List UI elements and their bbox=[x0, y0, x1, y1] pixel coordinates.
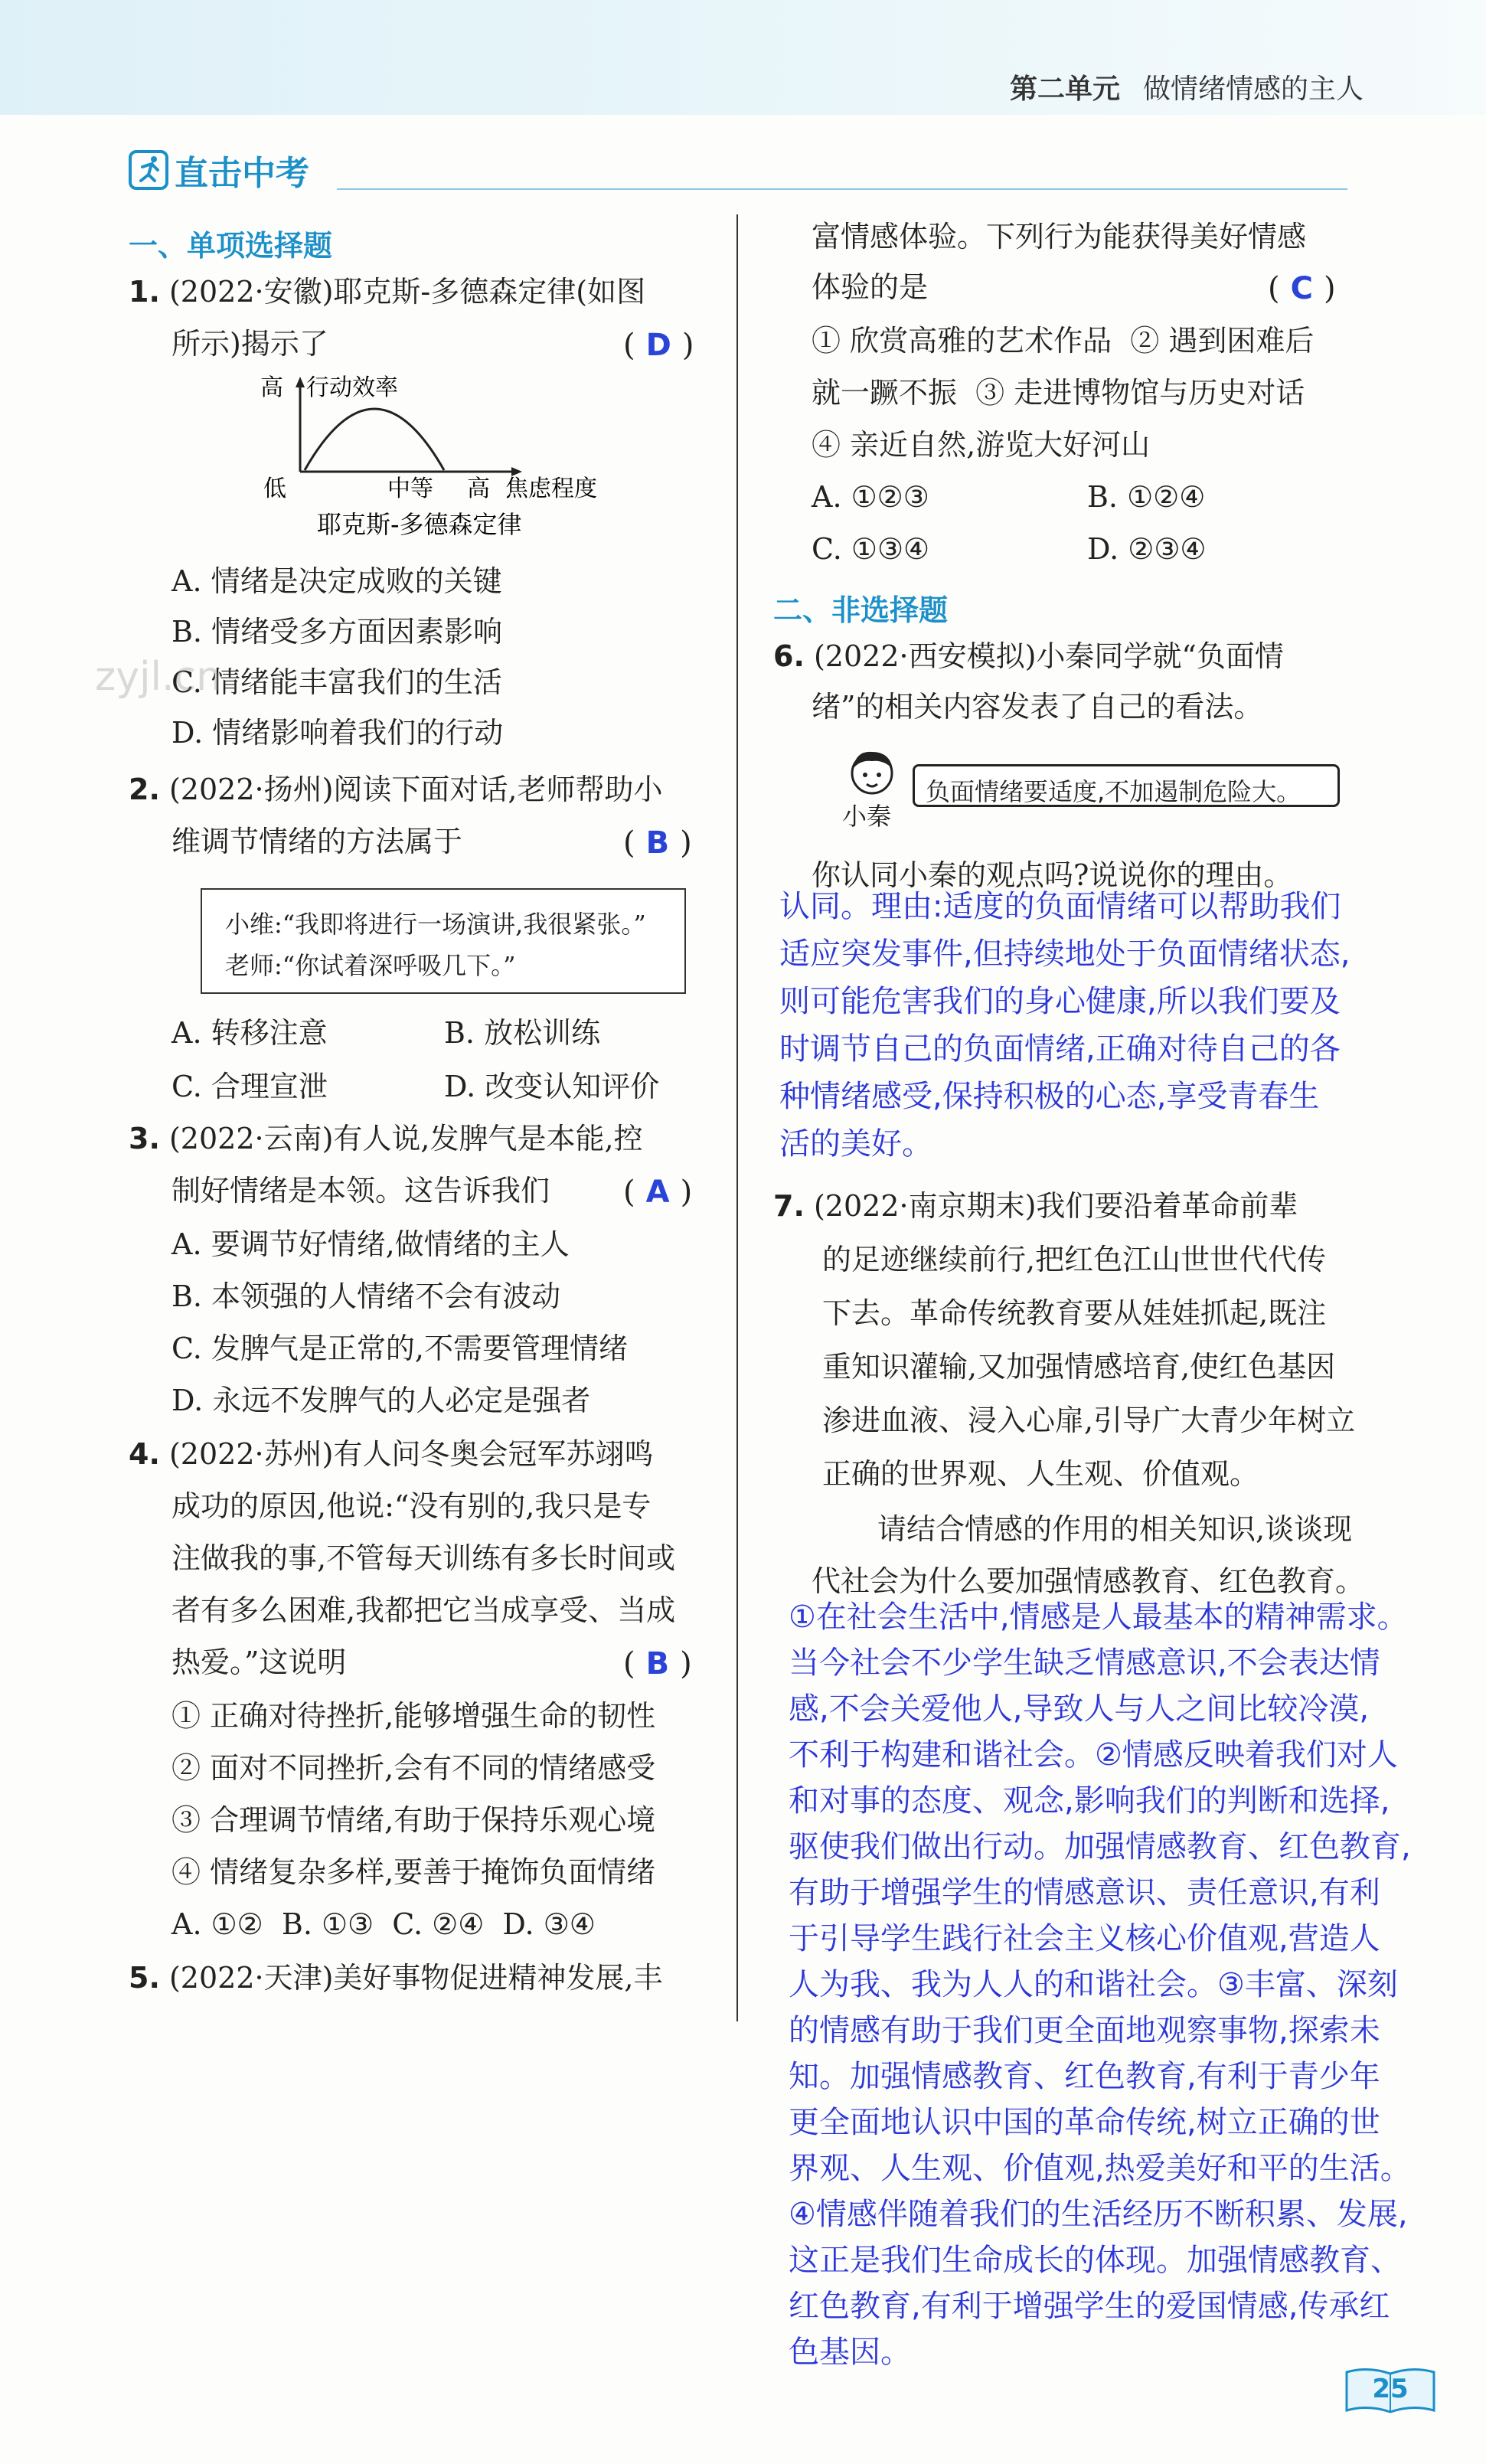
chart-title: 耶克斯-多德森定律 bbox=[317, 510, 522, 539]
section-title: 直击中考 bbox=[175, 154, 309, 193]
q7-prompt: 代社会为什么要加强情感教育、红色教育。 bbox=[812, 1564, 1365, 1598]
q4-item: ③ 合理调节情绪,有助于保持乐观心境 bbox=[171, 1803, 656, 1837]
dialog-line: 小维:“我即将进行一场演讲,我很紧张。” bbox=[225, 910, 646, 939]
q2-dialog-box bbox=[201, 888, 686, 994]
q4-number: 4. bbox=[129, 1437, 160, 1471]
chart-x-label: 焦虑程度 bbox=[505, 475, 597, 502]
chart-curve bbox=[305, 409, 444, 470]
q2-number: 2. bbox=[129, 773, 160, 806]
header-title bbox=[1010, 67, 1364, 106]
q7-line: 重知识灌输,又加强情感培育,使红色基因 bbox=[822, 1350, 1336, 1384]
q7-line: 渗进血液、浸入心扉,引导广大青少年树立 bbox=[822, 1404, 1356, 1437]
heading-rule bbox=[337, 188, 1347, 190]
q4-choices: A. ①② B. ①③ C. ②④ D. ③④ bbox=[171, 1907, 596, 1941]
q7-prompt: 请结合情感的作用的相关知识,谈谈现 bbox=[877, 1512, 1353, 1546]
q7-answer-line: 人为我、我为人人的和谐社会。③丰富、深刻 bbox=[789, 1967, 1398, 2002]
page-number-badge bbox=[1344, 2366, 1437, 2415]
q3-stem bbox=[129, 1124, 643, 1153]
part1-title: 一、单项选择题 bbox=[129, 229, 333, 263]
speech-text: 负面情绪要适度,不加遏制危险大。 bbox=[926, 777, 1301, 806]
q7-answer-line: ①在社会生活中,情感是人最基本的精神需求。 bbox=[789, 1600, 1408, 1635]
q5-answer-letter: C bbox=[1290, 271, 1313, 306]
q7-answer-line: 当今社会不少学生缺乏情感意识,不会表达情 bbox=[789, 1645, 1380, 1681]
q6-line: (2022·西安模拟)小秦同学就“负面情 bbox=[813, 639, 1284, 673]
q7-answer-line: 色基因。 bbox=[789, 2335, 911, 2370]
q2-line1: (2022·扬州)阅读下面对话,老师帮助小 bbox=[168, 773, 663, 806]
q2-option-d: D. 改变认知评价 bbox=[444, 1070, 660, 1103]
dialog-line: 老师:“你试着深呼吸几下。” bbox=[225, 951, 516, 980]
part2-title: 二、非选择题 bbox=[773, 593, 949, 627]
q5-item: 就一蹶不振 ③ 走进博物馆与历史对话 bbox=[812, 376, 1305, 410]
q6-line: 绪”的相关内容发表了自己的看法。 bbox=[812, 690, 1263, 724]
q3-line1: (2022·云南)有人说,发脾气是本能,控 bbox=[168, 1122, 643, 1155]
boy-avatar-icon bbox=[845, 746, 899, 796]
q7-number: 7. bbox=[773, 1189, 805, 1223]
q2-option-a: A. 转移注意 bbox=[171, 1016, 328, 1050]
unit-label: 第二单元 bbox=[1009, 74, 1120, 105]
watermark: zyjl.cn bbox=[95, 654, 222, 700]
q6-stem bbox=[773, 639, 1284, 673]
q4-line: 注做我的事,不管每天训练有多长时间或 bbox=[171, 1541, 676, 1575]
q2-option-b: B. 放松训练 bbox=[444, 1016, 601, 1050]
q6-question: 你认同小秦的观点吗?说说你的理由。 bbox=[812, 858, 1293, 892]
q7-stem bbox=[773, 1191, 1298, 1221]
q1-stem bbox=[129, 275, 646, 309]
q7-answer-line: 更全面地认识中国的革命传统,树立正确的世 bbox=[789, 2105, 1380, 2140]
column-divider bbox=[736, 214, 738, 2021]
q7-answer-line: 和对事的态度、观念,影响我们的判断和选择, bbox=[789, 1783, 1390, 1819]
q7-line: 下去。革命传统教育要从娃娃抓起,既注 bbox=[822, 1296, 1327, 1330]
q7-answer-line: 不利于构建和谐社会。②情感反映着我们对人 bbox=[789, 1737, 1398, 1773]
chart-y-arrow bbox=[296, 377, 305, 387]
q5-item: ④ 亲近自然,游览大好河山 bbox=[812, 428, 1151, 462]
q1-option-c: C. 情绪能丰富我们的生活 bbox=[171, 665, 502, 699]
q6-answer-line: 认同。理由:适度的负面情绪可以帮助我们 bbox=[779, 889, 1341, 924]
q6-answer-line: 适应突发事件,但持续地处于负面情绪状态, bbox=[779, 936, 1350, 972]
q7-line: 的足迹继续前行,把红色江山世世代代传 bbox=[822, 1243, 1327, 1276]
q6-number: 6. bbox=[773, 639, 805, 673]
q7-answer-line: 有助于增强学生的情感意识、责任意识,有利 bbox=[789, 1875, 1380, 1910]
q3-answer-letter: A bbox=[645, 1175, 670, 1210]
q6-answer-line: 时调节自己的负面情绪,正确对待自己的各 bbox=[779, 1031, 1341, 1067]
q4-stem bbox=[129, 1437, 654, 1471]
q5-option-a: A. ①②③ bbox=[812, 480, 929, 514]
q2-answer-letter: B bbox=[645, 825, 670, 861]
topic-label: 做情绪情感的主人 bbox=[1142, 74, 1364, 105]
q6-answer-line: 种情绪感受,保持积极的心态,享受青春生 bbox=[779, 1079, 1320, 1114]
q5-cont: 体验的是 bbox=[812, 270, 929, 304]
q7-answer-line: 感,不会关爱他人,导致人与人之间比较冷漠, bbox=[789, 1691, 1370, 1727]
yerkes-dodson-chart bbox=[253, 374, 651, 550]
q3-number: 3. bbox=[129, 1122, 160, 1155]
q3-option-c: C. 发脾气是正常的,不需要管理情绪 bbox=[171, 1332, 628, 1365]
q1-line1: (2022·安徽)耶克斯-多德森定律(如图 bbox=[168, 275, 646, 309]
q5-option-c: C. ①③④ bbox=[812, 532, 930, 566]
q7-answer-line: 于引导学生践行社会主义核心价值观,营造人 bbox=[789, 1921, 1380, 1956]
q4-item: ② 面对不同挫折,会有不同的情绪感受 bbox=[171, 1751, 656, 1785]
q5-option-d: D. ②③④ bbox=[1087, 532, 1207, 566]
q5-number: 5. bbox=[129, 1961, 160, 1995]
q1-option-b: B. 情绪受多方面因素影响 bbox=[171, 615, 503, 649]
q2-answer: ( B ) bbox=[623, 825, 692, 861]
q2-line2: 维调节情绪的方法属于 bbox=[171, 825, 463, 858]
q2-option-c: C. 合理宣泄 bbox=[171, 1070, 328, 1103]
q7-line: 正确的世界观、人生观、价值观。 bbox=[822, 1457, 1259, 1491]
section-heading bbox=[129, 145, 309, 194]
q1-option-a: A. 情绪是决定成败的关键 bbox=[171, 564, 502, 598]
q4-line: 者有多么困难,我都把它当成享受、当成 bbox=[171, 1593, 676, 1627]
q4-line: (2022·苏州)有人问冬奥会冠军苏翊鸣 bbox=[168, 1437, 654, 1471]
q1-number: 1. bbox=[129, 275, 160, 309]
speaker-name: 小秦 bbox=[842, 802, 892, 831]
q4-line: 成功的原因,他说:“没有别的,我只是专 bbox=[171, 1489, 652, 1523]
q5-answer: ( C ) bbox=[1268, 271, 1336, 306]
q7-answer-line: 的情感有助于我们更全面地观察事物,探索未 bbox=[789, 2013, 1380, 2048]
q6-answer-line: 活的美好。 bbox=[779, 1126, 932, 1162]
q7-answer-line: 知。加强情感教育、红色教育,有利于青少年 bbox=[789, 2059, 1380, 2094]
q4-answer-letter: B bbox=[645, 1646, 670, 1681]
q7-answer-line: 驱使我们做出行动。加强情感教育、红色教育, bbox=[789, 1829, 1411, 1864]
q7-answer-line: 这正是我们生命成长的体现。加强情感教育、 bbox=[789, 2243, 1401, 2278]
q6-answer-line: 则可能危害我们的身心健康,所以我们要及 bbox=[779, 984, 1341, 1019]
q7-line: (2022·南京期末)我们要沿着革命前辈 bbox=[813, 1189, 1298, 1223]
q2-stem bbox=[129, 775, 663, 804]
chart-x-tick: 低 bbox=[263, 475, 286, 502]
q1-line2: 所示)揭示了 bbox=[171, 327, 328, 361]
q3-option-a: A. 要调节好情绪,做情绪的主人 bbox=[171, 1227, 570, 1261]
q4-line: 热爱。”这说明 bbox=[171, 1645, 347, 1679]
q5-option-b: B. ①②④ bbox=[1087, 480, 1206, 514]
q7-answer-line: 界观、人生观、价值观,热爱美好和平的生活。 bbox=[789, 2151, 1411, 2186]
q5-cont: 富情感体验。下列行为能获得美好情感 bbox=[812, 220, 1307, 253]
chart-x-tick: 高 bbox=[467, 475, 490, 502]
running-figure-icon bbox=[129, 150, 168, 190]
q3-option-d: D. 永远不发脾气的人必定是强者 bbox=[171, 1384, 591, 1417]
chart-y-tick: 高 bbox=[260, 374, 283, 401]
page-number: 25 bbox=[1372, 2374, 1409, 2404]
speech-bubble bbox=[913, 764, 1340, 807]
chart-y-label: 行动效率 bbox=[306, 374, 398, 401]
q5-line1: (2022·天津)美好事物促进精神发展,丰 bbox=[168, 1961, 663, 1995]
q3-answer: ( A ) bbox=[623, 1175, 693, 1210]
chart-x-tick: 中等 bbox=[387, 475, 433, 502]
q1-option-d: D. 情绪影响着我们的行动 bbox=[171, 716, 504, 750]
q1-answer-letter: D bbox=[645, 328, 671, 363]
q3-line2: 制好情绪是本领。这告诉我们 bbox=[171, 1174, 550, 1207]
q1-answer: ( D ) bbox=[623, 328, 694, 363]
q4-item: ④ 情绪复杂多样,要善于掩饰负面情绪 bbox=[171, 1855, 656, 1889]
q5-item: ① 欣赏高雅的艺术作品 ② 遇到困难后 bbox=[812, 324, 1315, 358]
q7-answer-line: ④情感伴随着我们的生活经历不断积累、发展, bbox=[789, 2197, 1408, 2232]
q7-answer-line: 红色教育,有利于增强学生的爱国情感,传承红 bbox=[789, 2289, 1390, 2324]
q5-stem bbox=[129, 1961, 663, 1995]
q4-answer: ( B ) bbox=[623, 1646, 692, 1681]
q3-option-b: B. 本领强的人情绪不会有波动 bbox=[171, 1279, 561, 1313]
q4-item: ① 正确对待挫折,能够增强生命的韧性 bbox=[171, 1699, 656, 1733]
